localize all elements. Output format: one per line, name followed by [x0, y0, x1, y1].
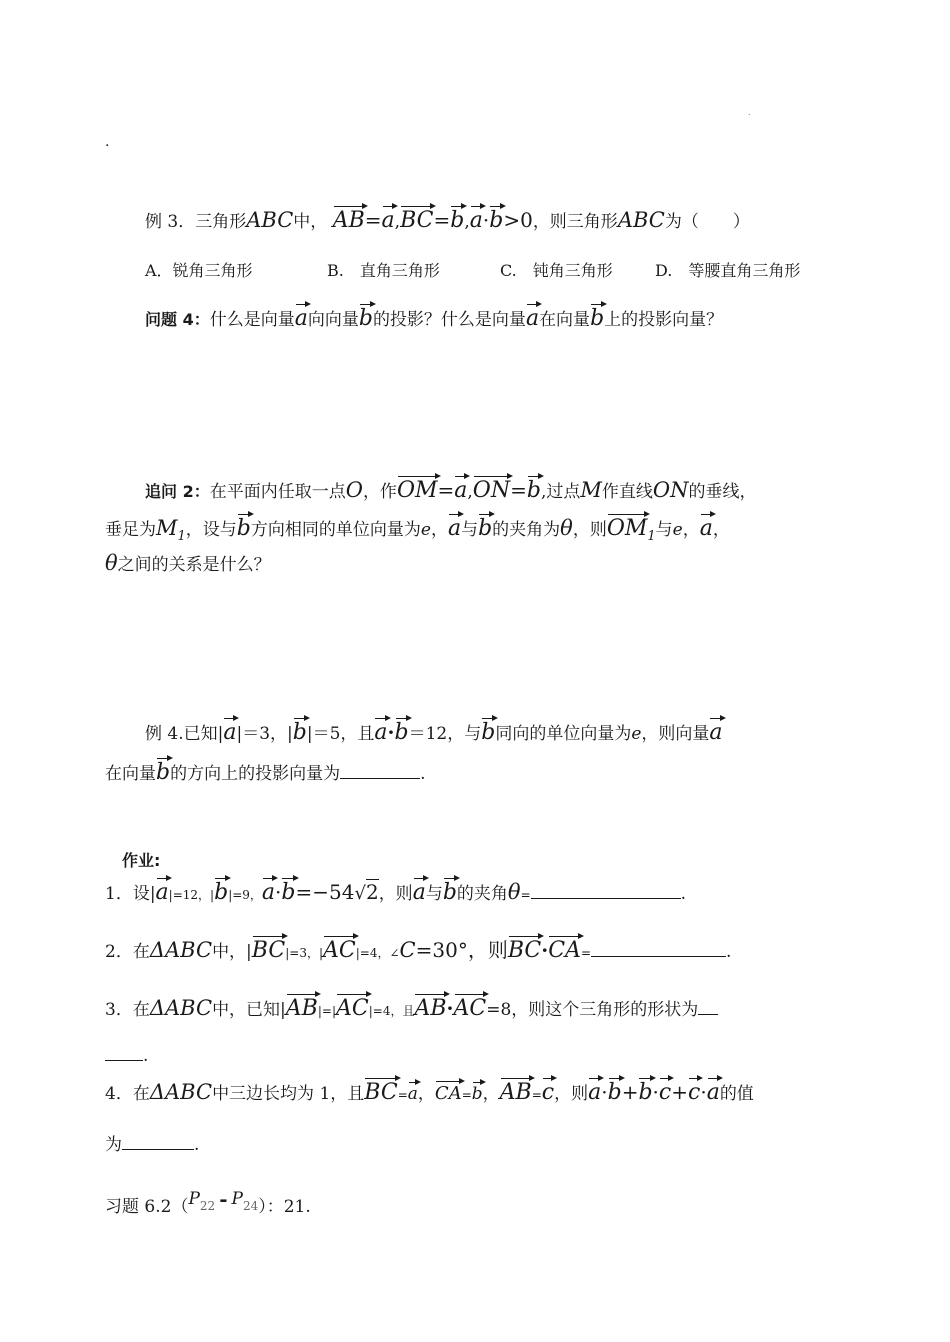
text: ，作	[362, 482, 397, 502]
example4-line1: 例 4.已知|a|＝3，|b|＝5，且a·b＝12，与b同向的单位向量为e，则向量a	[145, 716, 723, 744]
theta: θ	[507, 880, 521, 904]
answer-blank	[531, 898, 681, 899]
vector-a: a	[700, 512, 713, 540]
text: 向向量	[307, 310, 359, 330]
vector-a: a	[413, 876, 426, 904]
text: 之间的关系是什么？	[117, 555, 271, 575]
text: |=3，|	[285, 946, 323, 960]
vector-a: a	[262, 876, 275, 904]
answer-blank	[105, 1060, 143, 1061]
vector-BC: BC	[364, 1076, 397, 1104]
dot: ·	[446, 996, 454, 1020]
homework-q4	[105, 1076, 754, 1104]
homework-q3	[105, 992, 718, 1020]
example4-label: 例 4.已知	[145, 724, 218, 744]
text: 的夹角	[456, 884, 508, 904]
page-22: 22	[199, 1199, 216, 1213]
vector-b: b	[527, 474, 541, 502]
text: ＝12，与	[408, 724, 482, 744]
vector-b: b	[395, 716, 409, 744]
text: |=4，且	[368, 1004, 415, 1018]
example3-label: 例 3．三角形	[145, 212, 247, 232]
homework-q4-cont	[105, 1130, 199, 1155]
angle-C: C	[399, 938, 416, 962]
vector-BC: BC	[252, 934, 285, 962]
vector-a: a	[382, 204, 395, 232]
vector-a: a	[223, 716, 236, 744]
vector-b: b	[450, 204, 464, 232]
example4-line2	[105, 756, 426, 784]
vector-a: a	[588, 1076, 601, 1104]
text: ，	[482, 1084, 500, 1104]
text: 在平面内任取一点	[209, 482, 346, 502]
vector-AC: AC	[336, 992, 369, 1020]
point-M1: M	[156, 516, 178, 540]
dot: ·	[482, 208, 490, 232]
dash: -	[219, 1187, 228, 1211]
dot: ·	[275, 880, 282, 904]
vector-c: c	[659, 1076, 671, 1104]
equals: =	[531, 1088, 542, 1102]
plus: +	[621, 1080, 639, 1104]
plus: +	[671, 1080, 688, 1104]
text: 在向量	[539, 310, 591, 330]
triangle-abc: ABC	[246, 208, 294, 232]
vector-a: a	[295, 302, 308, 330]
text: .	[194, 1135, 200, 1155]
exercise-line	[105, 1187, 311, 1217]
text: ）：21.	[258, 1197, 311, 1217]
text: =8，则这个三角形的形状为	[486, 1000, 699, 1020]
dot: ·	[541, 938, 549, 962]
text: |=12，|	[168, 888, 215, 902]
homework-q1: 1．设|a|=12，|b|=9，a·b=−54√2，则a与b的夹角θ= .	[105, 876, 686, 904]
text: .	[143, 1046, 149, 1066]
vector-b: b	[590, 302, 604, 330]
text: 的垂线，	[688, 482, 757, 502]
value: =−54	[295, 880, 355, 904]
text: 什么是向量	[209, 310, 295, 330]
comma: ,	[464, 212, 470, 232]
example3-line	[145, 204, 750, 232]
text: .	[680, 884, 687, 904]
text: 3．在	[105, 1000, 150, 1020]
text: 中，	[293, 212, 328, 232]
point-O: O	[345, 478, 363, 502]
text: ，设与	[185, 520, 237, 540]
subscript-1: 1	[177, 529, 186, 544]
vector-CA: CA	[435, 1079, 462, 1103]
answer-blank	[591, 956, 726, 957]
option-c: C. 钝角三角形	[500, 261, 613, 280]
vector-CA: CA	[548, 934, 581, 962]
vector-a: a	[526, 302, 539, 330]
text: |＝3，	[236, 724, 288, 744]
text: .	[420, 764, 426, 784]
text: 同向的单位向量为	[495, 724, 632, 744]
followup2-line3	[105, 550, 271, 575]
triangle-abc: ΔABC	[149, 938, 213, 962]
vector-c: c	[688, 1076, 700, 1104]
vector-AB: AB	[333, 204, 365, 232]
text: 中，已知|	[212, 1000, 286, 1020]
vector-AB: AB	[500, 1076, 532, 1104]
vector-b: b	[281, 876, 295, 904]
vector-AB: AB	[414, 992, 446, 1020]
sqrt-2: 2	[365, 880, 379, 904]
vector-a: a	[454, 474, 467, 502]
vector-b: b	[489, 204, 503, 232]
comma: ,	[467, 482, 473, 502]
text: |=9，	[228, 888, 262, 902]
question4-line	[145, 302, 723, 330]
unit-e: e	[672, 520, 683, 540]
stray-dot-left: .	[105, 134, 110, 150]
text: 的夹角为	[492, 520, 561, 540]
vector-BC: BC	[400, 204, 433, 232]
text: 中，|	[212, 942, 252, 962]
text: 为	[105, 1135, 122, 1155]
text: |=4，∠	[355, 946, 400, 960]
text: ，	[712, 520, 730, 540]
text: 4．在	[105, 1084, 150, 1104]
vector-b: b	[359, 302, 373, 330]
text: =	[520, 888, 531, 902]
answer-blank	[122, 1149, 194, 1150]
stray-dot: .	[748, 108, 751, 117]
answer-bracket: 为（ ）	[664, 212, 750, 232]
text: =30°，则	[415, 938, 508, 962]
theta: θ	[105, 551, 118, 575]
text: ，	[682, 520, 700, 540]
text: 垂足为	[105, 520, 156, 540]
text: 与	[425, 884, 443, 904]
text: 在向量	[105, 764, 156, 784]
text: 方向相同的单位向量为	[250, 520, 421, 540]
text: 过点	[546, 482, 581, 502]
unit-e: e	[631, 724, 642, 744]
triangle-abc: ΔABC	[149, 996, 213, 1020]
text: 1．设|	[105, 884, 156, 904]
vector-OM1: OM	[607, 512, 648, 540]
vector-AB: AB	[286, 992, 318, 1020]
vector-AC: AC	[323, 934, 356, 962]
answer-blank	[698, 1014, 718, 1015]
text: ，	[430, 520, 448, 540]
option-a: A．锐角三角形	[145, 261, 253, 280]
followup2-line2	[105, 512, 730, 544]
text: 的方向上的投影向量为	[170, 764, 341, 784]
dot: ·	[387, 720, 395, 744]
equals: =	[397, 1088, 408, 1102]
text: =	[580, 946, 592, 960]
answer-blank	[340, 778, 420, 779]
text: 的投影？什么是向量	[372, 310, 526, 330]
dot: ·	[652, 1080, 659, 1104]
vector-BC: BC	[508, 934, 541, 962]
vector-b: b	[156, 756, 170, 784]
text: ，则向量	[641, 724, 710, 744]
vector-a: a	[448, 512, 461, 540]
theta: θ	[560, 516, 573, 540]
text: 与	[461, 520, 479, 540]
text: .	[726, 942, 732, 962]
text: 的值	[719, 1084, 754, 1104]
text: |＝5，且	[306, 724, 375, 744]
text: 2．在	[105, 942, 150, 962]
text: ，	[417, 1084, 435, 1104]
comma: ,	[540, 482, 547, 502]
vector-b: b	[293, 716, 307, 744]
comma: ,	[394, 212, 401, 232]
text: 上的投影向量？	[604, 310, 724, 330]
vector-ON: ON	[473, 474, 510, 502]
gt-zero: >0	[503, 208, 533, 232]
vector-b: b	[481, 716, 495, 744]
vector-a: a	[470, 204, 483, 232]
vector-b: b	[478, 512, 492, 540]
line-ON: ON	[652, 478, 689, 502]
text: |=|	[317, 1004, 336, 1018]
exercise-label: 习题 6.2（	[105, 1197, 189, 1217]
vector-a: a	[408, 1080, 418, 1103]
equals: =	[433, 208, 451, 232]
option-d: D. 等腰直角三角形	[655, 261, 801, 280]
equals: =	[364, 208, 382, 232]
homework-q3-cont	[105, 1046, 148, 1066]
vector-b: b	[237, 512, 251, 540]
vector-b: b	[214, 876, 228, 904]
equals: =	[510, 478, 527, 502]
page-P: P	[188, 1189, 200, 1209]
equals: =	[461, 1088, 472, 1102]
text: ，则三角形	[532, 212, 618, 232]
followup2-line1	[145, 474, 756, 502]
vector-OM: OM	[397, 474, 438, 502]
page-P: P	[231, 1189, 243, 1209]
text: 与	[655, 520, 673, 540]
text: ，则	[572, 520, 607, 540]
dot: ·	[700, 1080, 707, 1104]
vector-a: a	[156, 876, 169, 904]
point-M: M	[580, 478, 602, 502]
unit-e: e	[420, 520, 431, 540]
text: ，则	[378, 884, 413, 904]
vector-c: c	[542, 1076, 554, 1104]
vector-b: b	[608, 1076, 622, 1104]
homework-label: 作业:	[122, 851, 161, 870]
vector-a: a	[709, 716, 722, 744]
text: 作直线	[601, 482, 653, 502]
vector-a: a	[374, 716, 387, 744]
homework-q2	[105, 934, 731, 963]
equals: =	[437, 478, 455, 502]
followup2-label: 追问 2：	[145, 482, 210, 501]
question4-label: 问题 4：	[145, 310, 210, 329]
text: 中三边长均为 1，且	[212, 1084, 365, 1104]
triangle-abc: ABC	[617, 208, 665, 232]
page-24: 24	[242, 1199, 259, 1213]
subscript-1: 1	[647, 529, 656, 544]
dot: ·	[601, 1080, 608, 1104]
vector-b: b	[472, 1080, 483, 1103]
vector-b: b	[638, 1076, 652, 1104]
vector-a: a	[707, 1076, 720, 1104]
text: ，则	[554, 1084, 589, 1104]
triangle-abc: ΔABC	[149, 1080, 213, 1104]
option-b: B. 直角三角形	[327, 261, 440, 280]
vector-b: b	[443, 876, 457, 904]
vector-AC: AC	[454, 992, 487, 1020]
